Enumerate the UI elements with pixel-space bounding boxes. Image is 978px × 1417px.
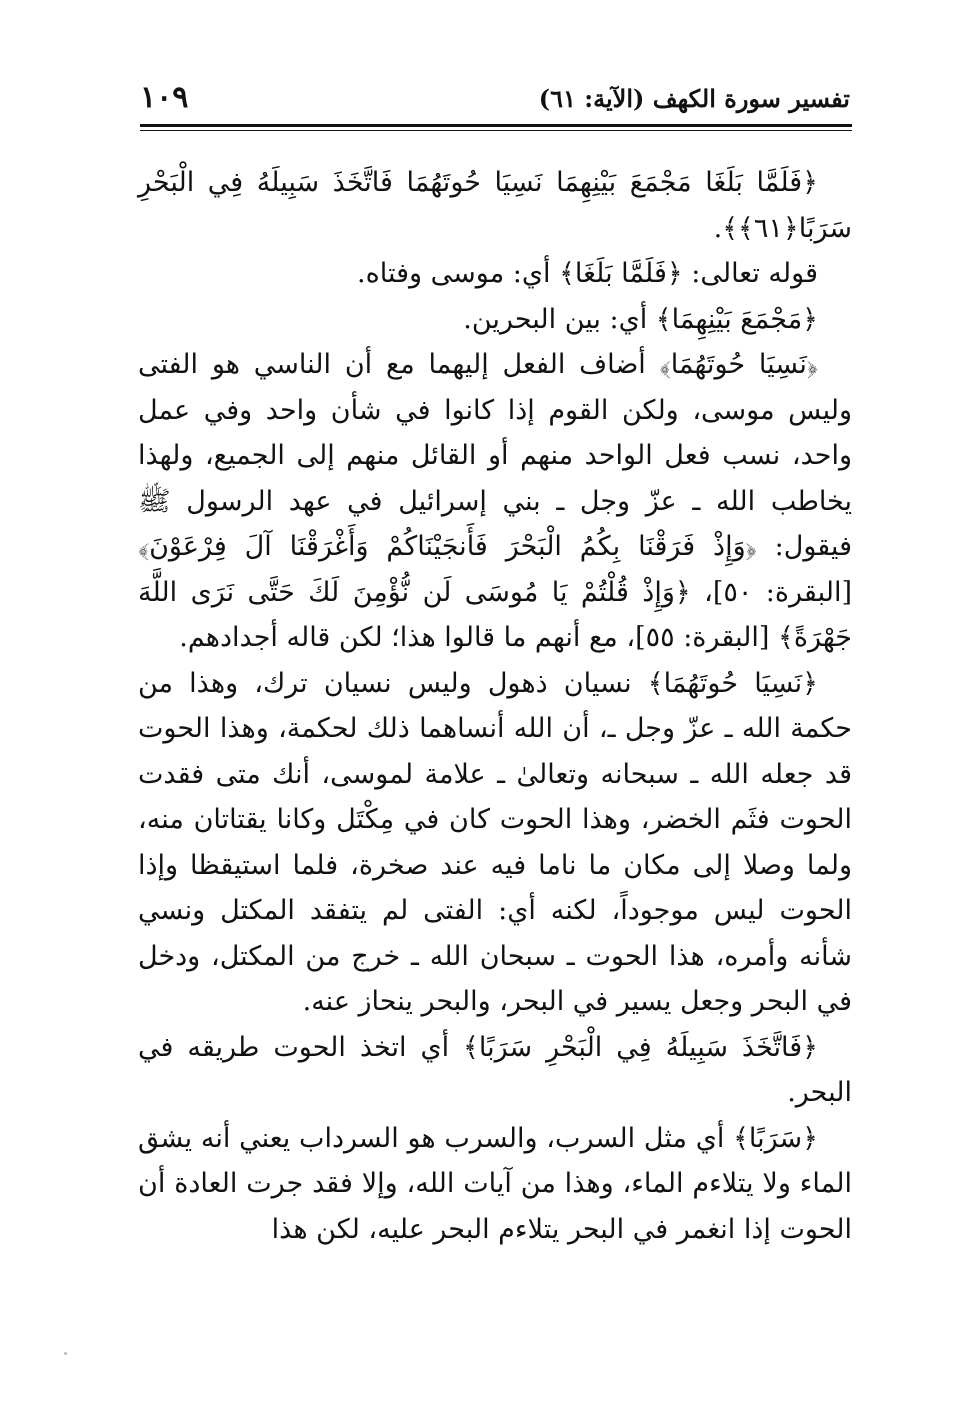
paragraph: قوله تعالى: ﴿فَلَمَّا بَلَغَا﴾ أي: موسى وفتاه.: [357, 258, 818, 289]
header-title: تفسير سورة الكهف (الآية: ٦١): [538, 84, 850, 113]
header-rule-thick: [140, 124, 852, 127]
paragraph: ﴿نَسِيَا حُوتَهُمَا﴾ أضاف الفعل إليهما مع أن الناسي هو الفتى وليس موسى، ولكن القوم إذا كانوا في شأن واحد وفي عمل واحد، نسب فعل الواحد منهم أو القائل منهم إلى الجميع، ولهذا يخاطب الله ـ عزّ وجل ـ بني إسرائيل في عهد الرسول ﷺ فيقول: ﴿وَإِذْ فَرَقْنَا بِكُمُ الْبَحْرَ فَأَنجَيْنَاكُمْ وَأَغْرَقْنَا آلَ فِرْعَوْنَ﴾ [البقرة: ٥٠]، ﴿وَإِذْ قُلْتُمْ يَا مُوسَى لَن نُّؤْمِنَ لَكَ حَتَّى نَرَى اللَّهَ جَهْرَةً﴾ [البقرة: ٥٥]، مع أنهم ما قالوا هذا؛ لكن قاله أجدادهم.: [138, 349, 853, 653]
paragraph: ﴿نَسِيَا حُوتَهُمَا﴾ نسيان ذهول وليس نسيان ترك، وهذا من حكمة الله ـ عزّ وجل ـ، أن الله أنساهما ذلك لحكمة، وهذا الحوت قد جعله الله ـ سبحانه وتعالىٰ ـ علامة لموسى، أنك متى فقدت الحوت فثَم الخضر، وهذا الحوت كان في مِكْتَل وكانا يقتاتان منه، ولما وصلا إلى مكان ما ناما فيه عند صخرة، فلما استيقظا وإذا الحوت ليس موجوداً، لكنه أي: الفتى لم يتفقد المكتل ونسي شأنه وأمره، هذا الحوت ـ سبحان الله ـ خرج من المكتل، ودخل في البحر وجعل يسير في البحر، والبحر ينحاز عنه.: [138, 667, 852, 1017]
header-rule-thin: [140, 130, 852, 131]
running-header: [140, 80, 850, 124]
page-number: ١٠٩: [140, 80, 189, 115]
paragraph: ﴿سَرَبًا﴾ أي مثل السرب، والسرب هو السرداب يعني أنه يشق الماء ولا يتلاءم الماء، وهذا من آيات الله، وإلا فقد جرت العادة أن الحوت إذا انغمر في البحر يتلاءم البحر عليه، لكن هذا: [138, 1122, 852, 1245]
paragraph: ﴿مَجْمَعَ بَيْنِهِمَا﴾ أي: بين البحرين.: [463, 303, 818, 335]
paragraph: ﴿فَاتَّخَذَ سَبِيلَهُ فِي الْبَحْرِ سَرَبًا﴾ أي اتخذ الحوت طريقه في البحر.: [138, 1031, 852, 1108]
body-text: [138, 160, 852, 1252]
verse-paragraph: ﴿فَلَمَّا بَلَغَا مَجْمَعَ بَيْنِهِمَا نَسِيَا حُوتَهُمَا فَاتَّخَذَ سَبِيلَهُ فِي الْبَحْرِ سَرَبًا﴿٦١﴾﴾.: [138, 167, 852, 244]
scan-mark: [64, 1352, 67, 1355]
